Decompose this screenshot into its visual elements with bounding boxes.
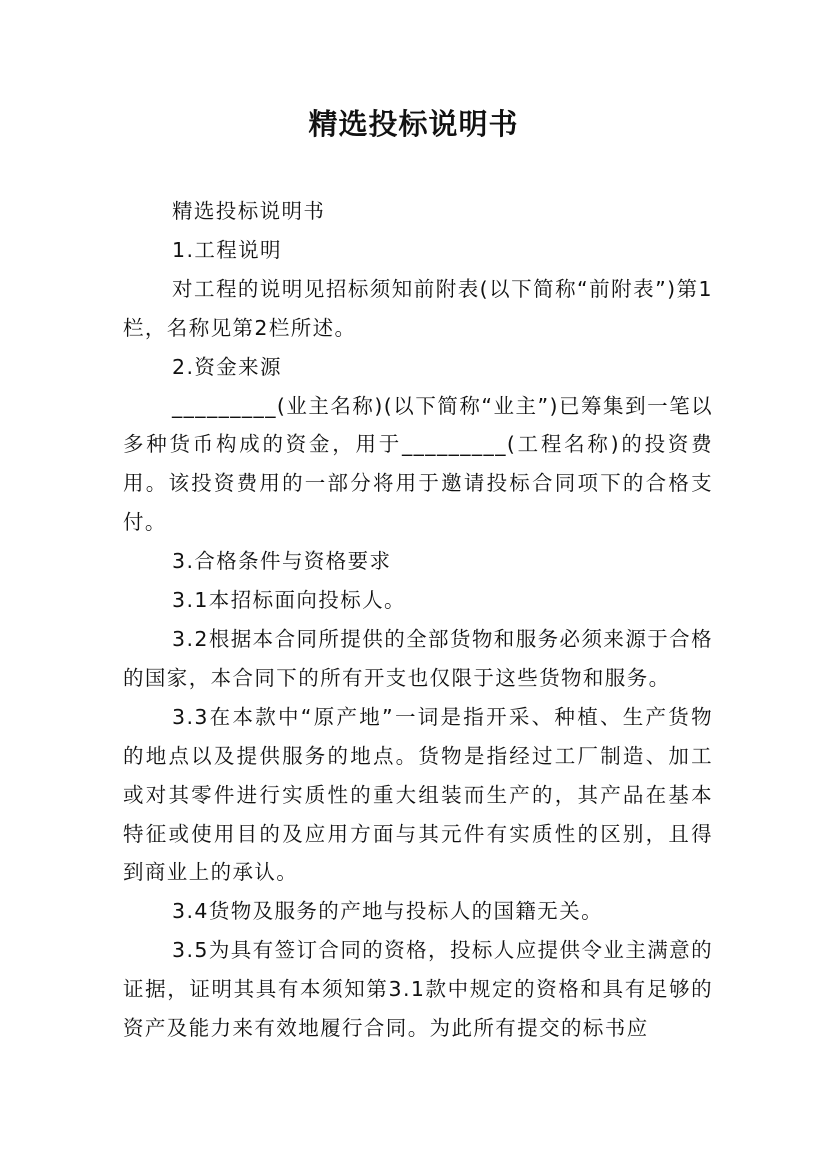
clause-3-5: 3.5为具有签订合同的资格，投标人应提供令业主满意的证据，证明其具有本须知第3.1款中规定的资格和具有足够的资产及能力来有效地履行合同。为此所有提交的标书应 — [123, 938, 713, 1041]
document-body — [123, 192, 713, 1048]
clause-3-1: 3.1本招标面向投标人。 — [172, 588, 406, 613]
section-heading-funding: 2.资金来源 — [172, 354, 282, 379]
document-title: 精选投标说明书 — [308, 107, 519, 141]
paragraph: 对工程的说明见招标须知前附表(以下简称“前附表”)第1栏，名称见第2栏所述。 — [123, 276, 713, 340]
section-heading-project: 1.工程说明 — [172, 237, 282, 262]
section-heading-eligibility: 3.合格条件与资格要求 — [172, 549, 392, 574]
clause-3-4: 3.4货物及服务的产地与投标人的国籍无关。 — [172, 899, 604, 924]
paragraph-heading: 精选投标说明书 — [172, 199, 326, 223]
clause-3-2: 3.2根据本合同所提供的全部货物和服务必须来源于合格的国家，本合同下的所有开支也仅限于这些货物和服务。 — [123, 626, 713, 690]
clause-3-3: 3.3在本款中“原产地”一词是指开采、种植、生产货物的地点以及提供服务的地点。货物是指经过工厂制造、加工或对其零件进行实质性的重大组装而生产的，其产品在基本特征或使用目的及应用方面与其元件有实质性的区别，且得到商业上的承认。 — [123, 704, 713, 885]
paragraph: _________(业主名称)(以下简称“业主”)已筹集到一笔以多种货币构成的资金，用于_________(工程名称)的投资费用。该投资费用的一部分将用于邀请投标合同项下的合格支付。 — [123, 393, 713, 535]
